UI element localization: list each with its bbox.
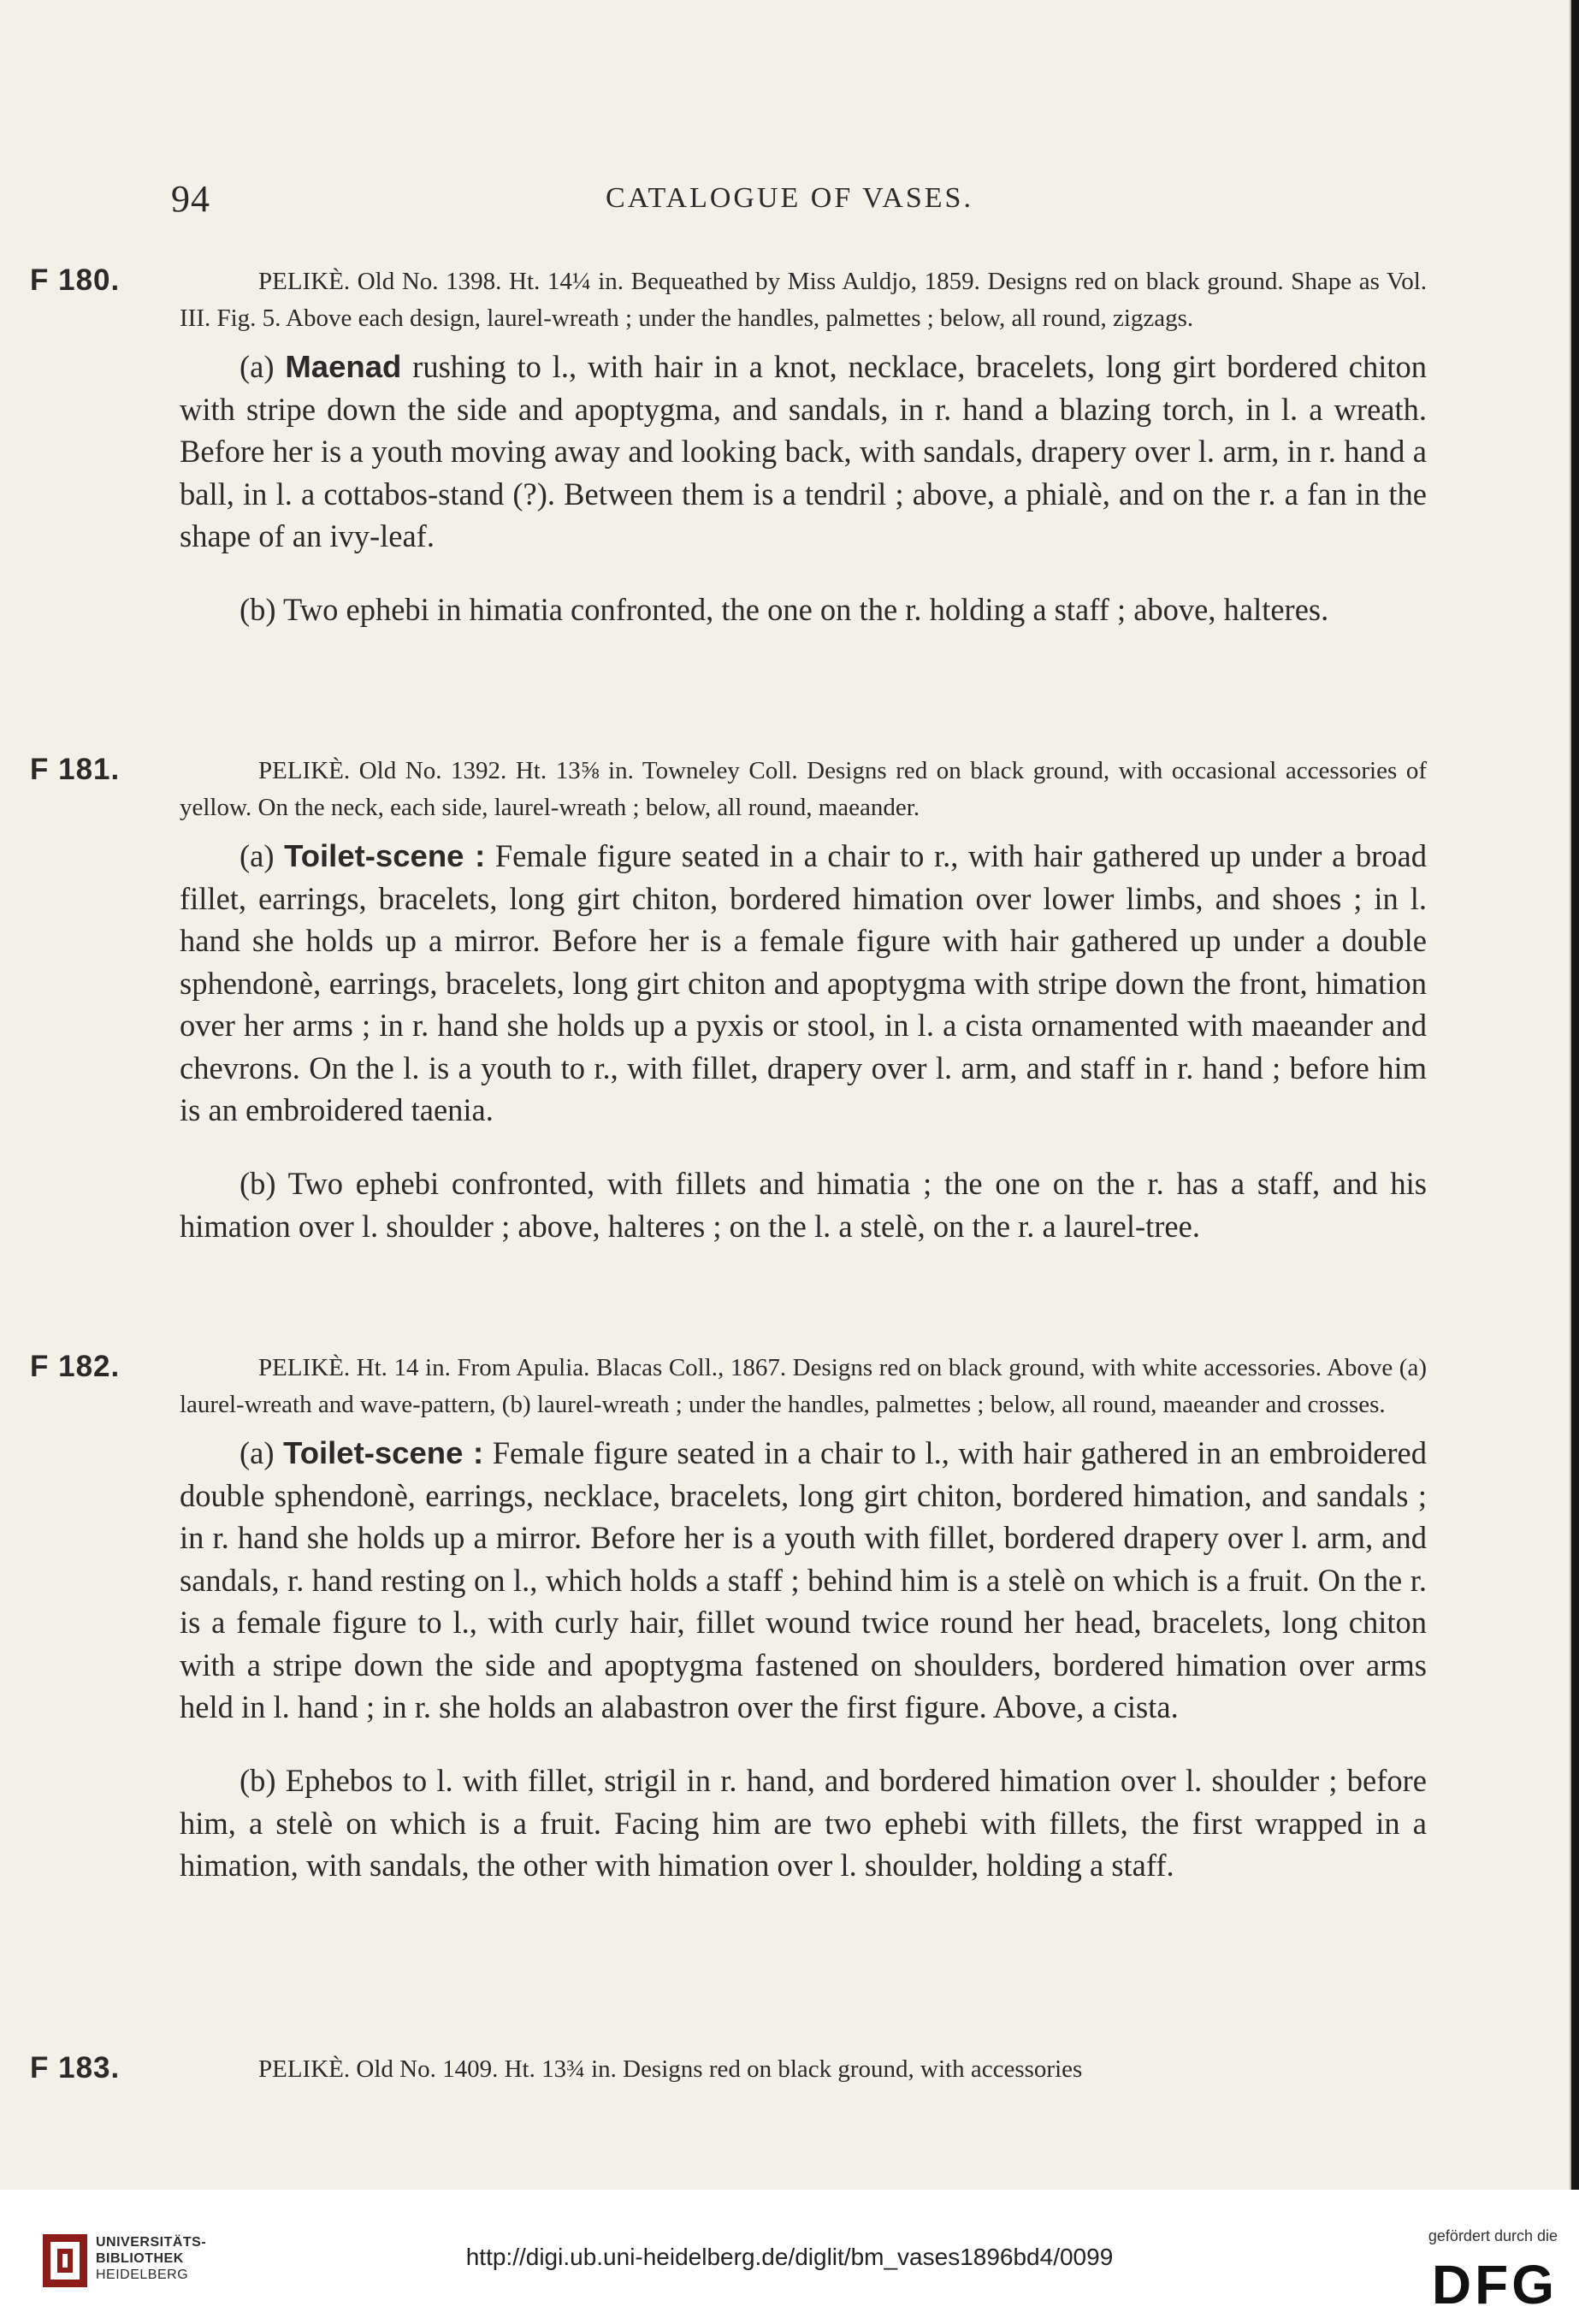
paragraph-text: Female figure seated in a chair to l., with hair gathered in an embroidered double sphendonè, earrings, necklace, bracelets, long girt chiton, bordered himation, and sandals ; in r. hand she holds up a mirror. Before her is a youth with fillet, bordered drapery over l. arm, and sandals, r. hand resting on l., which holds a staff ; behind him is a stelè on which is a fruit. On the r. is a female figure to l., with curly hair, fillet wound twice round her head, bracelets, long chiton with a stripe down the side and apoptygma fastened on shoulders, bordered himation over arms held in l. hand ; in r. she holds an alabastron over the first figure. Above, a cista. [180,1435,1428,1724]
funded-by-text: gefördert durch die [1428,2227,1558,2244]
paragraph-label: (b) [240,1763,276,1798]
paragraph-keyword: Toilet-scene : [284,838,486,873]
catalogue-entry-f180 [0,263,1579,662]
paragraph-keyword: Toilet-scene : [283,1435,484,1470]
paragraph-text: Ephebos to l. with fillet, strigil in r. hand, and bordered himation over l. shoulder ; before him, a stelè on which is a fruit. Facing him are two ephebi with fillets, the first wrapped in a himation, with sandals, the other with himation over l. shoulder, holding a staff. [180,1763,1428,1883]
design-paragraph-a [180,346,1427,558]
design-paragraph-a [180,1432,1427,1729]
catalogue-entry-f181 [0,753,1579,1279]
entry-number: F 183. [30,2051,121,2085]
digitization-footer [0,2190,1579,2324]
dfg-logo: DFG [1431,2254,1558,2315]
paragraph-label: (a) [240,1435,275,1470]
page-header-title: CATALOGUE OF VASES. [606,182,973,214]
paragraph-label: (a) [240,838,275,873]
catalogue-entry-f183 [0,2051,1579,2088]
library-name-line: BIBLIOTHEK [96,2251,184,2266]
paragraph-text: rushing to l., with hair in a knot, necklace, bracelets, long girt bordered chiton with stripe down the side and apoptygma, and sandals, in r. hand a blazing torch, in l. a wreath. Before her is a youth moving away and looking back, with sandals, drapery over l. arm, in r. hand a ball, in l. a cottabos-stand (?). Between them is a tendril ; above, a phialè, and on the r. a fan in the shape of an ivy-leaf. [180,349,1428,553]
paragraph-keyword: Maenad [285,349,402,384]
paragraph-text: Female figure seated in a chair to r., with hair gathered up under a broad fillet, earrings, bracelets, long girt chiton, bordered himation over lower limbs, and shoes ; in l. hand she holds up a mirror. Before her is a female figure with hair gathered up under a double sphendonè, earrings, bracelets, long girt chiton and apoptygma with stripe down the front, himation over her arms ; in r. hand she holds up a pyxis or stool, in l. a cista ornamented with maeander and chevrons. On the l. is a youth to r., with fillet, drapery over l. arm, and staff in r. hand ; before him is an embroidered taenia. [180,838,1428,1127]
catalogue-entry-f182 [0,1350,1579,1918]
entry-number: F 181. [30,753,121,786]
paragraph-label: (a) [240,349,275,384]
paragraph-text: Two ephebi confronted, with fillets and himatia ; the one on the r. has a staff, and his himation over l. shoulder ; above, halteres ; on the l. a stelè, on the r. a laurel-tree. [180,1166,1427,1244]
entry-number: F 180. [30,263,121,297]
entry-number: F 182. [30,1350,121,1383]
design-paragraph-b [180,588,1427,631]
entry-heading: PELIKÈ. Old No. 1398. Ht. 14¼ in. Bequeathed by Miss Auldjo, 1859. Designs red on black ground. Shape as Vol. III. Fig. 5. Above each design, laurel-wreath ; under the handles, palmettes ; below, all round, zigzags. [180,268,1427,332]
entry-heading: PELIKÈ. Ht. 14 in. From Apulia. Blacas Coll., 1867. Designs red on black ground, with white accessories. Above (a) laurel-wreath and wave-pattern, (b) laurel-wreath ; under the handles, palmettes ; below, all round, maeander and crosses. [180,1354,1427,1418]
entry-heading: PELIKÈ. Old No. 1392. Ht. 13⅝ in. Towneley Coll. Designs red on black ground, with occasional accessories of yellow. On the neck, each side, laurel-wreath ; below, all round, maeander. [180,757,1427,821]
paragraph-text: Two ephebi in himatia confronted, the one on the r. holding a staff ; above, halteres. [283,592,1329,627]
paragraph-label: (b) [240,592,276,627]
running-head [0,175,1579,227]
library-name-line: HEIDELBERG [96,2268,189,2282]
design-paragraph-b [180,1759,1427,1887]
permalink-url[interactable]: http://digi.ub.uni-heidelberg.de/diglit/bm_vases1896bd4/0099 [465,2244,1114,2270]
paragraph-label: (b) [240,1166,276,1201]
page-number: 94 [171,178,210,220]
design-paragraph-a [180,835,1427,1132]
library-name-line: UNIVERSITÄTS- [96,2235,207,2250]
design-paragraph-b [180,1162,1427,1247]
entry-heading: PELIKÈ. Old No. 1409. Ht. 13¾ in. Designs red on black ground, with accessories [258,2055,1083,2083]
